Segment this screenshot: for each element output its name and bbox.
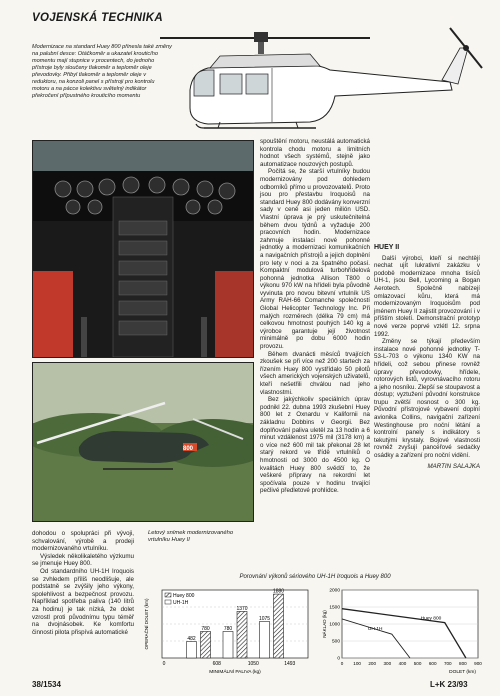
bar-data-label: 1370 [236, 605, 248, 612]
bar-uh1h [223, 631, 233, 658]
page-number-right: L+K 23/93 [430, 680, 468, 689]
helicopter-drawing [160, 20, 490, 138]
line-y-tick-label: 2000 [329, 588, 340, 594]
author: MARTIN SALAJKA [427, 462, 480, 470]
line-x-tick-label: 600 [428, 661, 437, 666]
chart-section-title: Porovnání výkonů sériového UH-1H Iroquois a Huey 800 [239, 574, 391, 580]
bar-x-tick-label: 1493 [284, 661, 296, 667]
line-x-tick-label: 900 [474, 661, 482, 666]
col3-paragraph-1: Další výrobci, kteří si nechtějí nechat ujít lukrativní zakázku v podobě modernizace mnoha tisíců UH-1, jsou Bell, Lycoming a Bogan Aerotech. Společně nabízejí omlazovací kůru, která má modernizovaným Iroquoisům pod jménem Huey II zajistit provozování i v příštím století. Demonstrační prototyp nové verze poprvé vzlétl 12. srpna 1992. [374, 254, 480, 338]
bottom-paragraph-c: Od standardního UH-1H Iroquois se zvhledem příliš neodlišuje, ale podstatně se zvýšily jeho výkony, spolehlivost a bezpečnost provozu. Například spotřeba paliva (140 litrů za hodinu) je tak nízká, že dolet vzrostl proti původnímu typu téměř na dvojnásobek. Ke komfortu činnosti pilota přispívá automatické [32, 567, 134, 636]
line-y-tick-label: 0 [337, 656, 340, 662]
bar-x-tick-label: 1050 [247, 661, 259, 667]
legend-swatch-uh1h [165, 600, 171, 604]
col2-paragraph-3: Během dvanácti měsíců trvajících zkoušek se při více než 200 startech za řízením Huey 800 vystřídalo 50 pilotů všech amerických vojenských uživatelů, kteří nešetřili chválou nad jeho vlastnostmi. [260, 350, 370, 396]
bottom-paragraph-a: dohodou o spolupráci při vývoji, schvalování, výrobě a prodeji modernizovaného vrtulníku. [32, 530, 134, 553]
page-number-left: 38/1534 [32, 680, 61, 689]
line-x-tick-label: 200 [368, 661, 377, 666]
bar-x-tick-label: 608 [212, 661, 221, 667]
line-chart [320, 584, 484, 676]
line-y-axis-label: NÁKLAD (kg) [322, 610, 327, 638]
legend-label-uh1h: UH-1H [173, 600, 189, 606]
bar-data-label: 1075 [258, 615, 271, 622]
bar-chart [140, 584, 316, 676]
line-y-tick-label: 1000 [329, 622, 340, 628]
bar-y-axis-label: OPERAČNÍ DOLET (km) [144, 598, 149, 650]
col3-paragraph-2: Změny se týkají především instalace nové pohonné jednotky T-53-L-703 o výkonu 1340 KW na hřídeli, což sebou přinese rovněž úpravy převodovky, hřídele, rotorových listů, vyrovnávacího rotoru a jeho nosníku. Zlepší se stoupavost a dostup; vyztužení původní konstrukce trupu zvětší nosnost o 300 kg. Původní přístrojové vybavení doplní avionika Collins, navigační zařízení Westinghouse pro noční létání a kontrolní panely s indikátory s tekutými krystaly. Bojové vlastnosti rovněž zvyšují pancéřové sedačky osádky a zařízení pro noční vidění. [374, 338, 480, 460]
line-x-tick-label: 100 [353, 661, 361, 666]
col2-paragraph-1: spouštění motoru, neustálá automatická kontrola chodu motoru a limitních hodnot všech systémů, stejně jako automatizace nouzových postupů. [260, 138, 370, 168]
line-x-tick-label: 700 [443, 661, 452, 666]
line-y-tick-label: 1500 [329, 605, 340, 611]
col2-paragraph-4: Bez jakýchkoliv speciálních úprav podnikl 22. dubna 1993 zkušební Huey 800 let z Oxnardu v Kalifornii na základnu Dobbins v Georgii. Bez doplňování paliva uletěl za 13 hodin a 6 minut vzdálenost 1975 mil (3178 km) a o více než 600 mil tak překonal 28 let starý rekord ve třídě vrtulníků o hmotnosti od 3000 do 4500 kg. O kvalitách Huey 800 svědčí to, že veškeré přípravy na rekordní let spočívala pouze v hodinu trvající pečlivé předletové prohlídce. [260, 396, 370, 495]
photo-nose-text: 800 [183, 446, 194, 452]
line-x-tick-label: 300 [383, 661, 392, 666]
cockpit-photo [32, 140, 254, 358]
legend-label-huey800: Huey 800 [173, 593, 195, 599]
line-x-axis-label: DOLET (km) [449, 670, 476, 675]
legend-swatch-huey800 [165, 593, 171, 597]
bar-data-label: 780 [223, 625, 233, 632]
bar-huey800 [274, 594, 284, 658]
section-title: VOJENSKÁ TECHNIKA [32, 12, 163, 24]
line-x-tick-label: 400 [398, 661, 407, 666]
bar-data-label: 780 [201, 625, 210, 632]
bar-data-label: 482 [187, 636, 196, 643]
intro-caption: Modernizace na standard Huey 800 přinesla také změny na palubní desce: Otáčkoměr a ukazatel krouticího momentu mají stupnice v procentech, do jednoho přístroje byly sloučeny tlakoměr a teploměr oleje převodovky. Přibyl tlakoměr a teploměr oleje v reduktoru, na konzoli panel s přístroji pro kontrolu motoru a na pácce kolektivu světelný indikátor překročení přípustného krouticího momentu [32, 44, 172, 99]
col3-paragraph-0 [374, 138, 480, 146]
bottom-left-column [32, 530, 134, 636]
bar-x-tick-label: 0 [162, 661, 166, 667]
bar-data-label: 1880 [272, 588, 285, 595]
line-x-tick-label: 800 [459, 661, 467, 666]
bar-uh1h [260, 621, 270, 658]
line-x-tick-label: 500 [413, 661, 422, 666]
col3-heading: HUEY II [374, 243, 400, 251]
bar-uh1h [187, 642, 197, 658]
line-series-label: Huey 800 [420, 616, 442, 622]
line-x-tick-label: 0 [340, 661, 344, 666]
bottom-paragraph-b: Výsledek několikaletého výzkumu se jmenuje Huey 800. [32, 552, 134, 568]
column-3 [374, 138, 480, 470]
flight-photo [32, 362, 254, 522]
bar-x-axis-label: MINIMÁLNÍ PALIVA (kg) [209, 670, 261, 675]
bar-huey800 [201, 631, 211, 658]
column-2 [260, 138, 370, 495]
col2-paragraph-2: Počítá se, že starší vrtulníky budou modernizovány pod dohledem odborníků přímo u provozovatelů. Proto jsou pro přestavbu Iroquoisů na standard Huey 800 dodávány konverzní sady v ceně asi jeden milión USD. Vlastní úprava je prý uskutečnitelná během dvou týdnů a vyžaduje 200 pracovních hodin. Modernizace zahrnuje instalaci nové pohonné jednotky a modernizaci komunikačních a navigačních přístrojů a jejich doplnění pro lety v noci a za špatného počasí. Kompaktní modulová turbohřídelová pohonná jednotka Allison T800 o výkonu 970 kW na hřídeli byla původně vyvinuta pro novou bitevní vrtulník US Army RAH-66 Comanche společností Global Helicopter Technology Inc. Při malých rozměrech (délka 79 cm) má celkovou hmotnost pouhých 140 kg a výrobce garantuje její životnost minimálně po dobu 6000 hodin provozu. [260, 168, 370, 351]
line-series-label: UH-1H [367, 627, 383, 633]
line-y-tick-label: 500 [331, 639, 340, 645]
bar-huey800 [237, 611, 247, 658]
photo-caption: Letový snímek modernizovaného vrtulníku Huey II [148, 530, 234, 543]
